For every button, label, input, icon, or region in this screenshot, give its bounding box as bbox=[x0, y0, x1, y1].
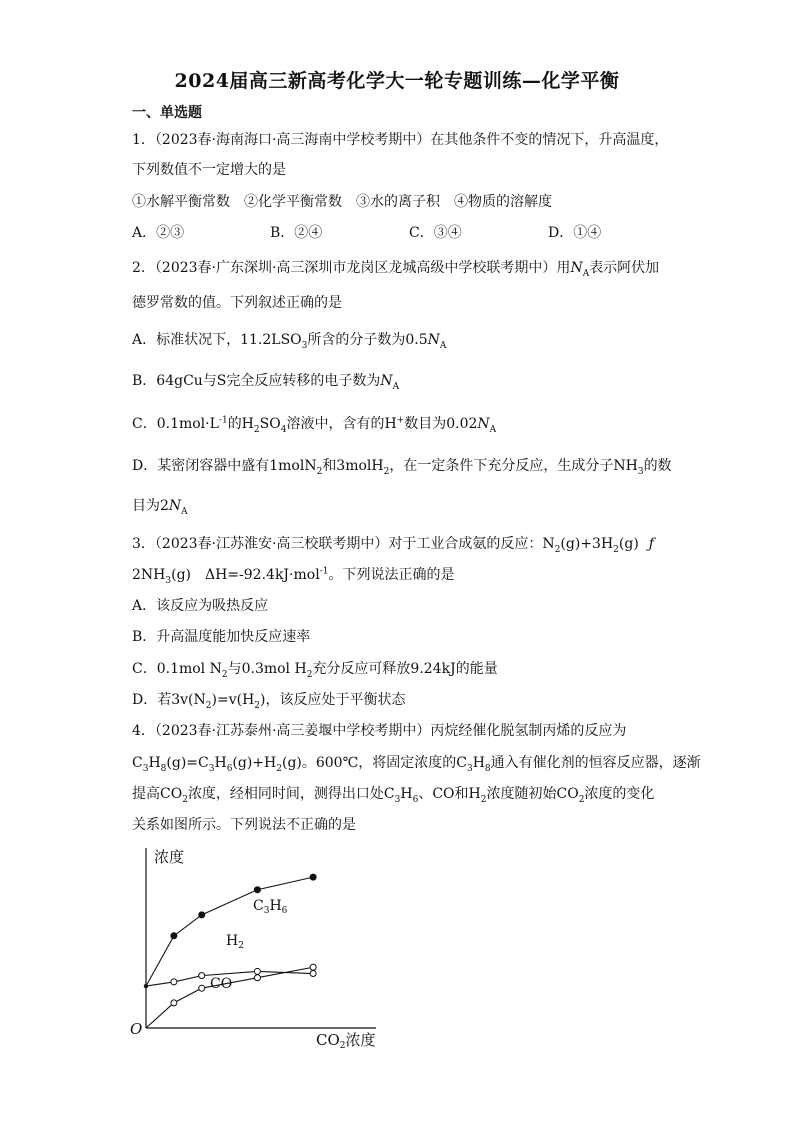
q2-option-c: C．$0.1mol\cdot L^{-1}$的$H_2SO_4$溶液中，含有的H+数目为$0.02N_A$ bbox=[132, 415, 497, 435]
series-2-point bbox=[199, 985, 205, 991]
start-point bbox=[144, 984, 148, 988]
page-title: 2024届高三新高考化学大一轮专题训练—化学平衡 bbox=[174, 70, 620, 92]
q1-option-b: B．②④ bbox=[270, 225, 323, 241]
q3-option-b: B．升高温度能加快反应速率 bbox=[132, 629, 311, 645]
q2-option-d-line2: 目为$2N_A$ bbox=[132, 498, 188, 517]
section-heading: 一、单选题 bbox=[132, 105, 202, 121]
series-line-0 bbox=[146, 877, 313, 986]
y-axis-label: 浓度 bbox=[154, 848, 185, 866]
series-1-point bbox=[199, 973, 205, 979]
q3-option-a: A．该反应为吸热反应 bbox=[132, 598, 269, 614]
q4-stem-line2: $C_3H_8(g)=C_3H_6(g)+H_2(g)$。600℃，将固定浓度的$C_3H_8$通入有催化剂的恒容反应器，逐渐 bbox=[132, 755, 701, 774]
q1-option-d: D．①④ bbox=[548, 225, 602, 241]
series-0-point bbox=[310, 874, 316, 880]
series-2-point bbox=[310, 964, 316, 970]
q1-stem-line2: 下列数值不一定增大的是 bbox=[132, 162, 286, 178]
q3-option-c: C．0.1mol $N_2$与0.3mol $H_2$充分反应可释放9.24kJ的能量 bbox=[132, 661, 498, 680]
q4-stem-line1: 4．（2023春·江苏泰州·高三姜堰中学校考期中）丙烷经催化脱氢制丙烯的反应为 bbox=[132, 723, 627, 739]
q2-option-b: B．64gCu与S完全反应转移的电子数为$N_A$ bbox=[132, 373, 400, 392]
q3-stem-line2: $2NH_3(g)$ ΔH=-92.4kJ·mol$^{-1}$。下列说法正确的是 bbox=[132, 566, 455, 586]
series-0-point bbox=[171, 933, 177, 939]
q1-option-c: C．③④ bbox=[409, 225, 462, 241]
series-label-0: $C_3H_6$ bbox=[253, 898, 288, 916]
series-0-point bbox=[254, 887, 260, 893]
series-1-point bbox=[310, 971, 316, 977]
x-axis-label: $CO_2$浓度 bbox=[316, 1031, 376, 1051]
series-2-point bbox=[254, 975, 260, 981]
series-1-point bbox=[254, 968, 260, 974]
series-label-2: CO bbox=[210, 976, 233, 992]
q3-option-d: D．若$3v(N_2)=v(H_2)$，该反应处于平衡状态 bbox=[132, 692, 406, 711]
q3-stem-line1: 3．（2023春·江苏淮安·高三校联考期中）对于工业合成氨的反应：$N_2(g)+3H_2(g)$ ƒ bbox=[132, 536, 654, 555]
series-1-point bbox=[171, 979, 177, 985]
q2-option-a: A．标准状况下，$11.2LSO_3$所含的分子数为$0.5N_A$ bbox=[132, 332, 447, 351]
series-0-point bbox=[199, 912, 205, 918]
q2-option-d-line1: D．某密闭容器中盛有1molN$_2$和3molH$_2$，在一定条件下充分反应，生成分子$NH_3$的数 bbox=[132, 458, 672, 477]
series-label-1: $H_2$ bbox=[226, 933, 244, 951]
q4-stem-line3: 提高$CO_2$浓度，经相同时间，测得出口处$C_3H_6$、CO和$H_2$浓度随初始$CO_2$浓度的变化 bbox=[132, 786, 655, 805]
series-2-point bbox=[171, 1000, 177, 1006]
q1-stem-line1: 1．（2023春·海南海口·高三海南中学校考期中）在其他条件不变的情况下，升高温度， bbox=[132, 132, 669, 148]
origin-label: O bbox=[130, 1020, 143, 1038]
concentration-chart bbox=[128, 840, 388, 1051]
q1-items: ①水解平衡常数 ②化学平衡常数 ③水的离子积 ④物质的溶解度 bbox=[132, 194, 552, 210]
q2-stem-line2: 德罗常数的值。下列叙述正确的是 bbox=[132, 295, 342, 311]
q1-option-a: A．②③ bbox=[132, 225, 185, 241]
q4-stem-line4: 关系如图所示。下列说法不正确的是 bbox=[132, 817, 356, 833]
q2-stem-line1: 2．（2023春·广东深圳·高三深圳市龙岗区龙城高级中学校联考期中）用$N_A$表示阿伏加 bbox=[132, 260, 660, 279]
